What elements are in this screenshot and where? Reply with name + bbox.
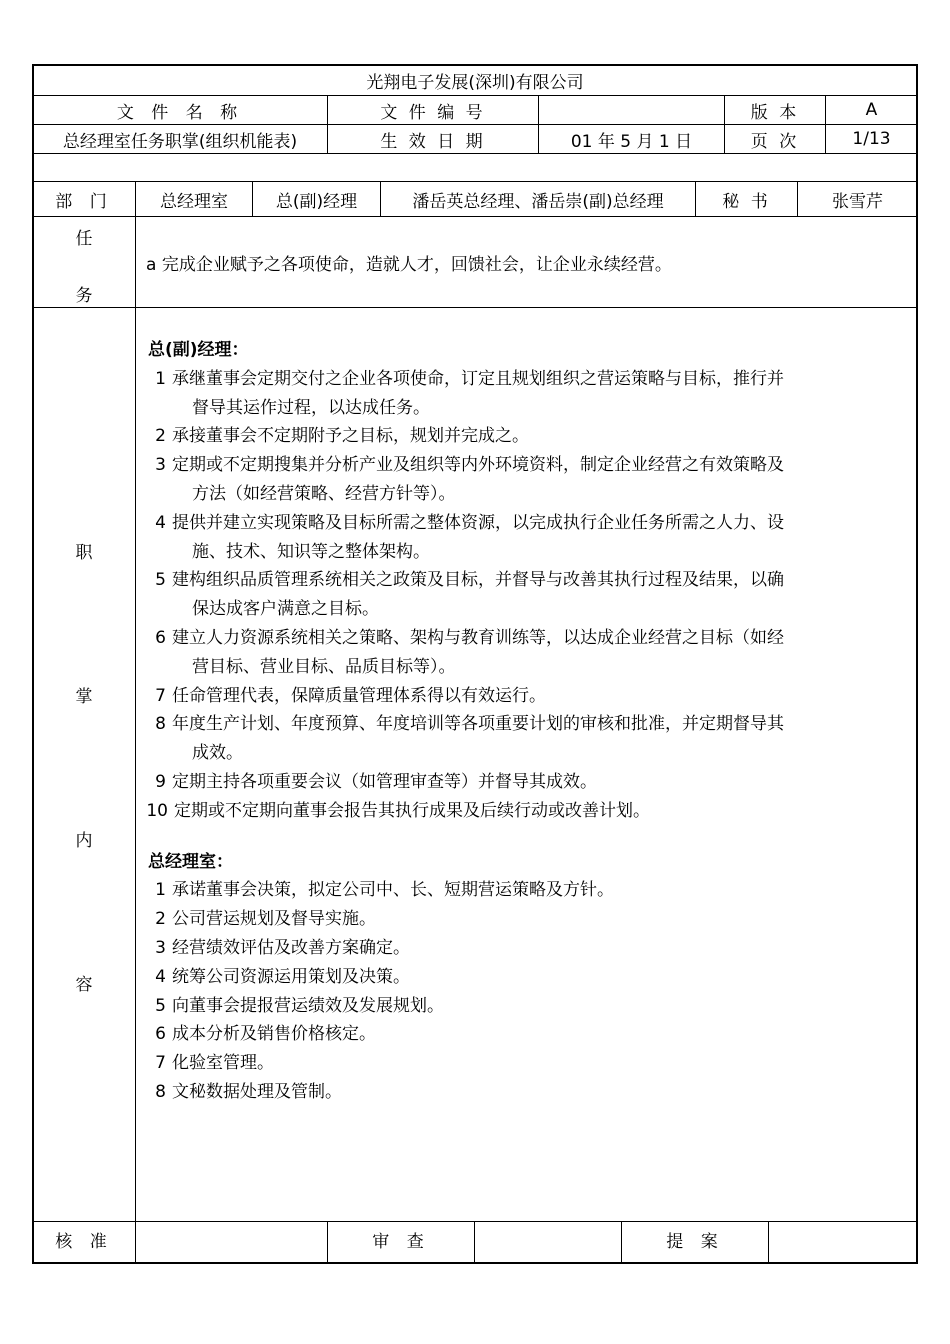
col-divider bbox=[135, 216, 136, 1221]
list-item-number: 10 bbox=[146, 800, 168, 821]
list-item bbox=[140, 934, 870, 963]
list-item-text bbox=[166, 876, 870, 905]
list-item-line: 保达成客户满意之目标。 bbox=[192, 599, 379, 620]
list-item bbox=[140, 768, 870, 797]
propose-label: 提 案 bbox=[666, 1232, 724, 1252]
list-item-number: 4 bbox=[155, 512, 166, 533]
list-item-text bbox=[166, 566, 870, 624]
list-item-line: 统筹公司资源运用策划及决策。 bbox=[172, 966, 410, 987]
doc-title: 总经理室任务职掌(组织机能表) bbox=[62, 131, 298, 152]
list-item-text bbox=[166, 451, 870, 509]
secretary-label: 秘 书 bbox=[722, 191, 771, 212]
duties-content bbox=[140, 336, 870, 1107]
list-item bbox=[140, 682, 870, 711]
list-item-line: 营目标、营业目标、品质目标等）。 bbox=[192, 656, 456, 677]
list-item-number: 5 bbox=[155, 995, 166, 1016]
list-item-number: 2 bbox=[155, 426, 166, 447]
duties-label-char: 掌 bbox=[75, 687, 93, 707]
list-item-line: 任命管理代表，保障质量管理体系得以有效运行。 bbox=[172, 685, 546, 706]
list-item-number: 6 bbox=[155, 627, 166, 648]
version-label: 版 本 bbox=[750, 102, 800, 123]
list-item-line: 督导其运作过程，以达成任务。 bbox=[192, 397, 430, 418]
list-item bbox=[140, 710, 870, 768]
list-item-text bbox=[166, 768, 870, 797]
list-item-number: 1 bbox=[155, 368, 166, 389]
list-item-line: 承继董事会定期交付之企业各项使命，订定且规划组织之营运策略与目标，推行并 bbox=[172, 368, 784, 389]
list-item bbox=[140, 992, 870, 1021]
list-item bbox=[140, 963, 870, 992]
doc-no-label: 文 件 编 号 bbox=[380, 102, 486, 123]
list-item-line: 定期主持各项重要会议（如管理审查等）并督导其成效。 bbox=[172, 771, 597, 792]
list-item-line: 建构组织品质管理系统相关之政策及目标，并督导与改善其执行过程及结果，以确 bbox=[172, 570, 784, 591]
page-value: 1/13 bbox=[852, 129, 891, 149]
task-text: a 完成企业赋予之各项使命，造就人才，回馈社会，让企业永续经营。 bbox=[146, 255, 672, 275]
list-item-text bbox=[166, 509, 870, 567]
list-item bbox=[140, 1078, 870, 1107]
duties-label-char: 容 bbox=[75, 975, 93, 995]
task-label-char: 务 bbox=[75, 286, 93, 306]
effective-date-value: 01 年 5 月 1 日 bbox=[570, 131, 693, 152]
row-divider bbox=[33, 216, 917, 217]
row-divider bbox=[33, 153, 917, 154]
duties-label-char: 职 bbox=[75, 543, 93, 563]
list-item-number: 6 bbox=[155, 1024, 166, 1045]
list-item bbox=[140, 509, 870, 567]
list-item-number: 3 bbox=[155, 455, 166, 476]
dept-value: 总经理室 bbox=[160, 191, 228, 212]
review-value bbox=[475, 1222, 621, 1257]
row-divider bbox=[33, 307, 917, 308]
list-item-line: 建立人力资源系统相关之策略、架构与教育训练等，以达成企业经营之目标（如经 bbox=[172, 627, 784, 648]
task-label-char: 任 bbox=[75, 229, 93, 249]
propose-value bbox=[769, 1222, 917, 1257]
review-label: 审 查 bbox=[372, 1232, 430, 1252]
section-list bbox=[140, 876, 870, 1106]
list-item-text bbox=[166, 1078, 870, 1107]
list-item-text bbox=[166, 710, 870, 768]
list-item-line: 提供并建立实现策略及目标所需之整体资源，以完成执行企业任务所需之人力、设 bbox=[172, 512, 784, 533]
list-item-line: 定期或不定期搜集并分析产业及组织等内外环境资料，制定企业经营之有效策略及 bbox=[172, 455, 784, 476]
list-item bbox=[140, 451, 870, 509]
list-item-text bbox=[166, 905, 870, 934]
list-item bbox=[140, 365, 870, 423]
version-value: A bbox=[865, 100, 878, 120]
list-item bbox=[140, 422, 870, 451]
list-item bbox=[140, 905, 870, 934]
list-item-number: 5 bbox=[155, 570, 166, 591]
company-name: 光翔电子发展(深圳)有限公司 bbox=[366, 73, 584, 93]
list-item-text bbox=[166, 934, 870, 963]
list-item-number: 1 bbox=[155, 880, 166, 901]
list-item-text bbox=[168, 797, 870, 826]
doc-name-label: 文 件 名 称 bbox=[116, 102, 244, 123]
dept-label: 部 门 bbox=[55, 191, 113, 212]
list-item-line: 定期或不定期向董事会报告其执行成果及后续行动或改善计划。 bbox=[174, 800, 650, 821]
list-item-text bbox=[166, 422, 870, 451]
list-item-number: 4 bbox=[155, 966, 166, 987]
list-item bbox=[140, 624, 870, 682]
list-item-text bbox=[166, 1020, 870, 1049]
approve-label: 核 准 bbox=[55, 1232, 113, 1252]
list-item-line: 成效。 bbox=[192, 743, 243, 764]
section-title: 总经理室： bbox=[148, 851, 233, 872]
list-item-text bbox=[166, 992, 870, 1021]
list-item bbox=[140, 876, 870, 905]
list-item-text bbox=[166, 1049, 870, 1078]
duties-label-char: 内 bbox=[75, 831, 93, 851]
list-item bbox=[140, 566, 870, 624]
list-item-line: 经营绩效评估及改善方案确定。 bbox=[172, 937, 410, 958]
list-item bbox=[140, 1049, 870, 1078]
list-item-number: 9 bbox=[155, 771, 166, 792]
list-item bbox=[140, 797, 870, 826]
list-item-line: 成本分析及销售价格核定。 bbox=[172, 1024, 376, 1045]
list-item-line: 公司营运规划及督导实施。 bbox=[172, 909, 376, 930]
manager-label: 总(副)经理 bbox=[275, 191, 358, 212]
list-item-line: 年度生产计划、年度预算、年度培训等各项重要计划的审核和批准，并定期督导其 bbox=[172, 714, 784, 735]
list-item-line: 施、技术、知识等之整体架构。 bbox=[192, 541, 430, 562]
list-item-line: 承接董事会不定期附予之目标，规划并完成之。 bbox=[172, 426, 529, 447]
doc-no-value bbox=[539, 96, 724, 124]
effective-date-label: 生 效 日 期 bbox=[380, 131, 486, 152]
list-item-line: 方法（如经营策略、经营方针等）。 bbox=[192, 483, 456, 504]
approve-value bbox=[136, 1222, 327, 1257]
list-item-number: 3 bbox=[155, 937, 166, 958]
list-item-number: 7 bbox=[155, 1053, 166, 1074]
list-item-number: 8 bbox=[155, 714, 166, 735]
section-title: 总(副)经理： bbox=[148, 340, 249, 360]
manager-value: 潘岳英总经理、潘岳崇(副)总经理 bbox=[412, 191, 664, 212]
list-item-number: 2 bbox=[155, 909, 166, 930]
list-item-number: 7 bbox=[155, 685, 166, 706]
list-item-line: 承诺董事会决策，拟定公司中、长、短期营运策略及方针。 bbox=[172, 880, 614, 901]
list-item-text bbox=[166, 682, 870, 711]
list-item-number: 8 bbox=[155, 1081, 166, 1102]
list-item-line: 化验室管理。 bbox=[172, 1053, 274, 1074]
page-label: 页 次 bbox=[750, 131, 800, 152]
list-item-text bbox=[166, 365, 870, 423]
list-item-line: 文秘数据处理及管制。 bbox=[172, 1081, 342, 1102]
list-item bbox=[140, 1020, 870, 1049]
secretary-value: 张雪芹 bbox=[832, 191, 883, 212]
section-list bbox=[140, 365, 870, 826]
list-item-line: 向董事会提报营运绩效及发展规划。 bbox=[172, 995, 444, 1016]
list-item-text bbox=[166, 624, 870, 682]
list-item-text bbox=[166, 963, 870, 992]
